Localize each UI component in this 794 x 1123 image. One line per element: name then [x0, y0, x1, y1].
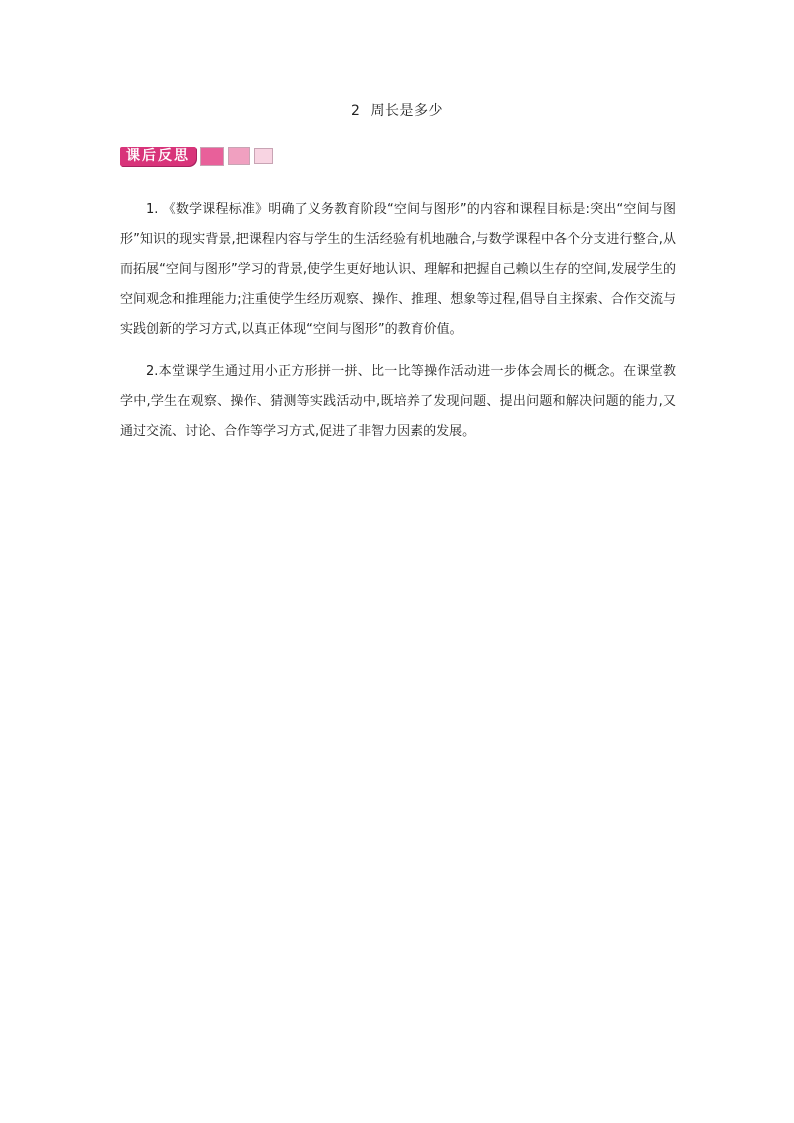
page-title	[0, 100, 794, 120]
decor-square-2	[228, 147, 250, 165]
lesson-title: 周长是多少	[370, 103, 443, 119]
decor-square-1	[200, 147, 224, 166]
section-badge: 课后反思	[120, 147, 196, 166]
reflection-content	[120, 195, 676, 459]
lesson-number: 2	[351, 103, 361, 119]
paragraph-2: 2.本堂课学生通过用小正方形拼一拼、比一比等操作活动进一步体会周长的概念。在课堂教学中,学生在观察、操作、猜测等实践活动中,既培养了发现问题、提出问题和解决问题的能力,又通过交流、讨论、合作等学习方式,促进了非智力因素的发展。	[120, 364, 676, 439]
section-header	[120, 145, 273, 167]
decor-square-3	[254, 148, 273, 164]
paragraph-1: 1. 《数学课程标准》明确了义务教育阶段“空间与图形”的内容和课程目标是:突出“空间与图形”知识的现实背景,把课程内容与学生的生活经验有机地融合,与数学课程中各个分支进行整合,从而拓展“空间与图形”学习的背景,使学生更好地认识、理解和把握自己赖以生存的空间,发展学生的空间观念和推理能力;注重使学生经历观察、操作、推理、想象等过程,倡导自主探索、合作交流与实践创新的学习方式,以真正体现“空间与图形”的教育价值。	[120, 202, 676, 337]
